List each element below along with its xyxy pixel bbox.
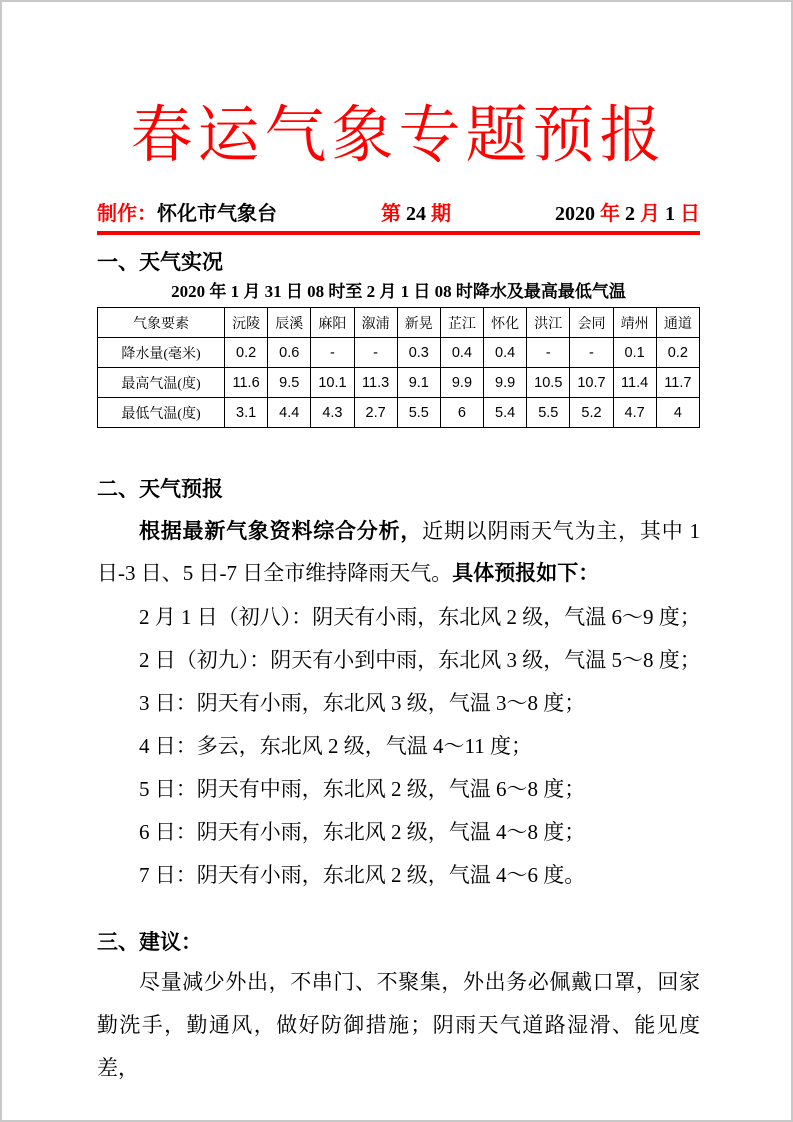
cell-value: 0.4	[484, 338, 527, 368]
col-header-station: 通道	[656, 308, 699, 338]
row-label: 最高气温(度)	[98, 368, 225, 398]
advice-paragraph: 尽量减少外出，不串门、不聚集，外出务必佩戴口罩，回家勤洗手，勤通风，做好防御措施；阴雨天气道路湿滑、能见度差，	[97, 970, 700, 1080]
document-title: 春运气象专题预报	[130, 102, 667, 170]
cell-value: 10.1	[311, 368, 354, 398]
section3-heading: 三、建议：	[97, 930, 202, 954]
forecast-day-3: 3 日：阴天有小雨，东北风 3 级，气温 3～8 度；	[139, 691, 586, 715]
header-divider-rule	[97, 231, 700, 235]
section1-heading: 一、天气实况	[97, 250, 223, 274]
cell-value: 2.7	[354, 398, 397, 428]
cell-value: -	[311, 338, 354, 368]
cell-value: -	[527, 338, 570, 368]
cell-value: 9.9	[484, 368, 527, 398]
cell-value: 5.5	[527, 398, 570, 428]
cell-value: 3.1	[225, 398, 268, 428]
cell-value: -	[354, 338, 397, 368]
cell-value: 9.5	[268, 368, 311, 398]
issue-value: 24	[401, 203, 431, 225]
cell-value: 6	[440, 398, 483, 428]
forecast-day-5: 5 日：阴天有中雨，东北风 2 级，气温 6～8 度；	[139, 777, 586, 801]
table-header-row	[98, 308, 700, 338]
col-header-station: 溆浦	[354, 308, 397, 338]
row-label: 最低气温(度)	[98, 398, 225, 428]
date-day-unit: 日	[680, 203, 700, 225]
forecast-day-7: 7 日：阴天有小雨，东北风 2 级，气温 4～6 度。	[139, 863, 586, 887]
issue-number	[381, 202, 451, 226]
producer-label: 制作：	[97, 203, 157, 225]
col-header-station: 怀化	[484, 308, 527, 338]
cell-value: 9.1	[397, 368, 440, 398]
intro-bold-tail: 具体预报如下：	[452, 561, 600, 585]
producer-name: 怀化市气象台	[157, 203, 277, 225]
observation-table	[97, 307, 700, 428]
date-year: 2020	[555, 203, 600, 225]
cell-value: 0.6	[268, 338, 311, 368]
table-row-precipitation	[98, 338, 700, 368]
forecast-intro-paragraph	[97, 510, 700, 594]
forecast-list	[97, 596, 700, 897]
forecast-day-6: 6 日：阴天有小雨，东北风 2 级，气温 4～8 度；	[139, 820, 586, 844]
col-header-station: 洪江	[527, 308, 570, 338]
observation-table-caption: 2020 年 1 月 31 日 08 时至 2 月 1 日 08 时降水及最高最低气温	[171, 282, 626, 301]
cell-value: 11.6	[225, 368, 268, 398]
date-month: 2	[620, 203, 640, 225]
col-header-station: 沅陵	[225, 308, 268, 338]
col-header-element: 气象要素	[98, 308, 225, 338]
col-header-station: 会同	[570, 308, 613, 338]
forecast-day-4: 4 日：多云，东北风 2 级，气温 4～11 度；	[139, 734, 532, 758]
cell-value: 4.7	[613, 398, 656, 428]
col-header-station: 芷江	[440, 308, 483, 338]
col-header-station: 辰溪	[268, 308, 311, 338]
issue-suffix: 期	[431, 203, 451, 225]
table-row-max-temp	[98, 368, 700, 398]
section2-heading: 二、天气预报	[97, 477, 223, 501]
col-header-station: 靖州	[613, 308, 656, 338]
cell-value: 0.2	[656, 338, 699, 368]
row-label: 降水量(毫米)	[98, 338, 225, 368]
cell-value: 0.1	[613, 338, 656, 368]
cell-value: 0.2	[225, 338, 268, 368]
cell-value: 11.3	[354, 368, 397, 398]
intro-bold-lead: 根据最新气象资料综合分析，	[139, 519, 423, 543]
cell-value: 0.4	[440, 338, 483, 368]
cell-value: 4	[656, 398, 699, 428]
cell-value: 5.4	[484, 398, 527, 428]
cell-value: 9.9	[440, 368, 483, 398]
cell-value: 4.4	[268, 398, 311, 428]
table-row-min-temp	[98, 398, 700, 428]
document-meta-row	[97, 202, 700, 226]
producer	[97, 202, 277, 226]
date-year-unit: 年	[600, 203, 620, 225]
cell-value: 10.7	[570, 368, 613, 398]
cell-value: 11.7	[656, 368, 699, 398]
intro-regular: 近期以阴雨天气为主，其中 1 日-3 日、5 日-7 日全市维持降雨天气。	[97, 519, 700, 585]
cell-value: -	[570, 338, 613, 368]
date-month-unit: 月	[640, 203, 660, 225]
issue-prefix: 第	[381, 203, 401, 225]
forecast-day-2: 2 日（初九）：阴天有小到中雨，东北风 3 级，气温 5～8 度；	[139, 648, 701, 672]
cell-value: 0.3	[397, 338, 440, 368]
issue-date	[555, 202, 700, 226]
date-day: 1	[660, 203, 680, 225]
col-header-station: 麻阳	[311, 308, 354, 338]
cell-value: 10.5	[527, 368, 570, 398]
cell-value: 5.2	[570, 398, 613, 428]
cell-value: 4.3	[311, 398, 354, 428]
forecast-day-1: 2 月 1 日（初八）：阴天有小雨，东北风 2 级，气温 6～9 度；	[139, 605, 701, 629]
cell-value: 11.4	[613, 368, 656, 398]
col-header-station: 新晃	[397, 308, 440, 338]
cell-value: 5.5	[397, 398, 440, 428]
